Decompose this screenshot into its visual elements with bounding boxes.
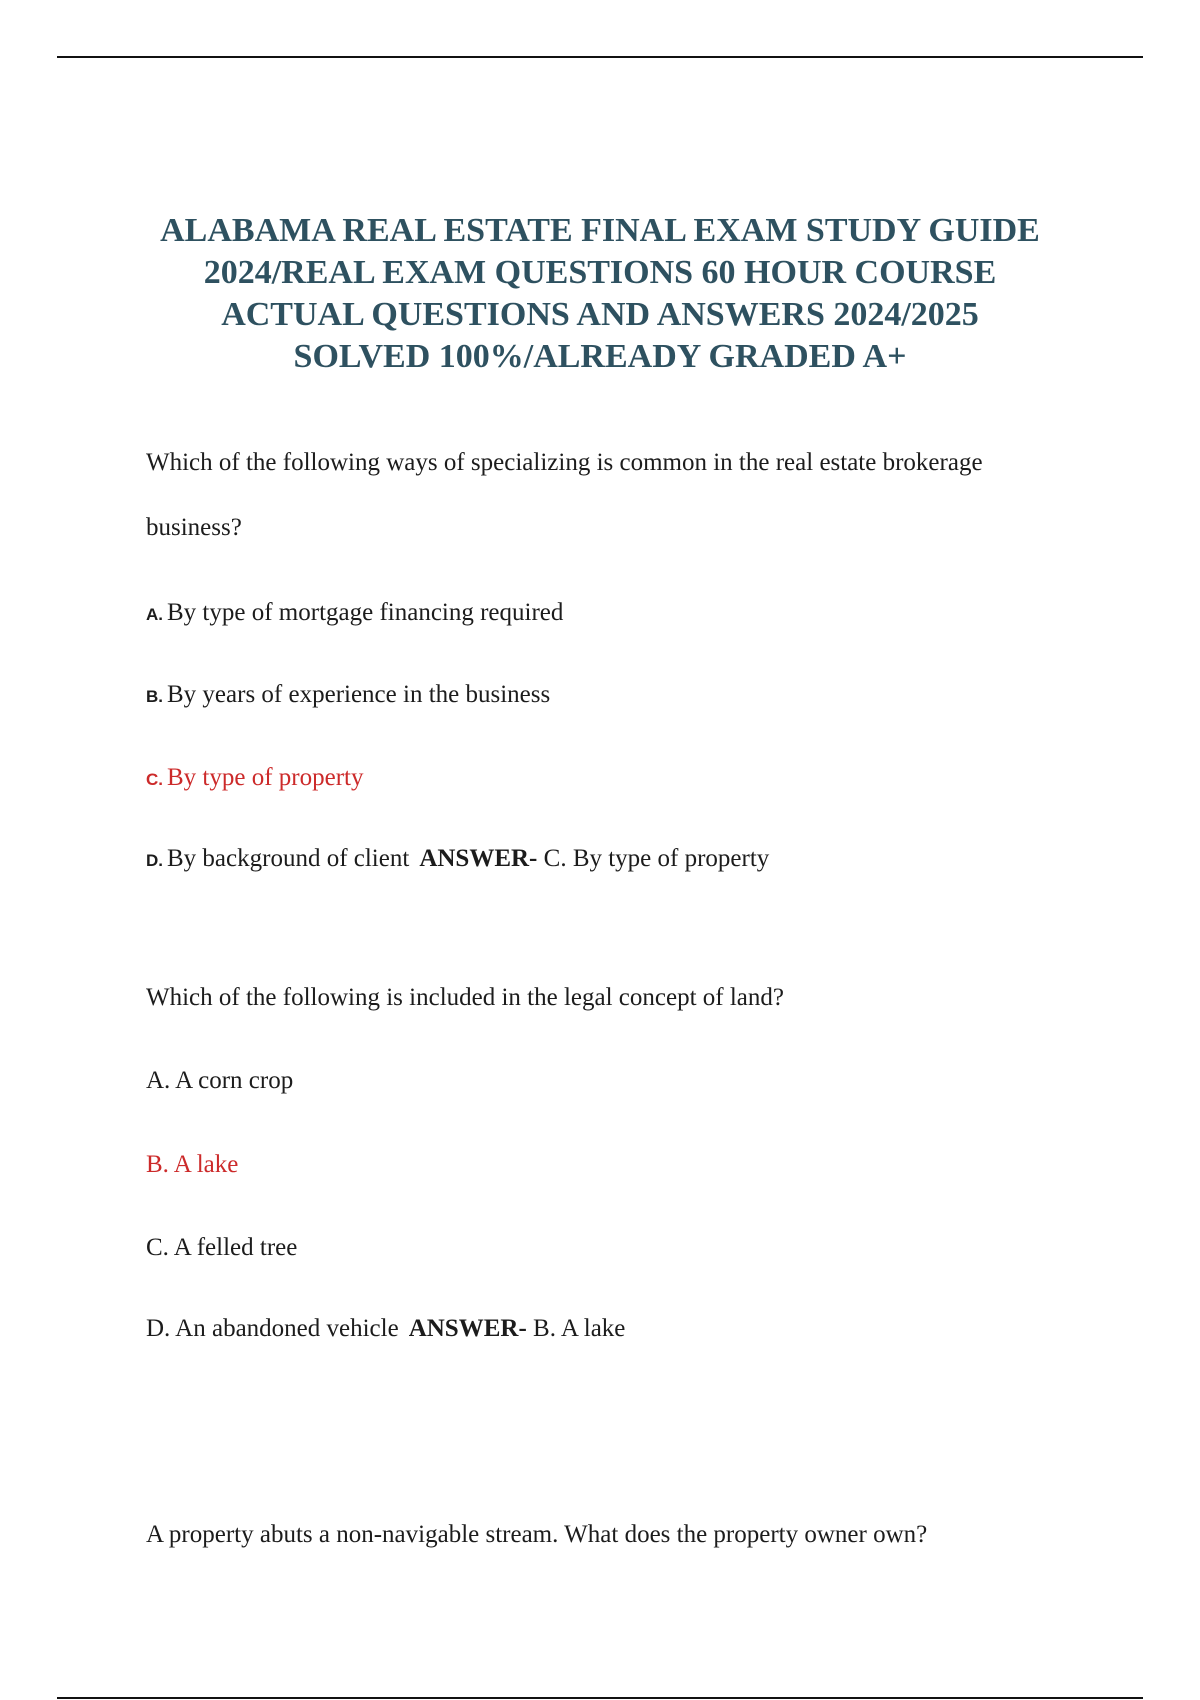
- option-text: D. An abandoned vehicle: [146, 1315, 399, 1342]
- question-1-option-c-correct: [146, 763, 363, 795]
- option-letter: A.: [146, 605, 163, 624]
- question-1-option-a: [146, 598, 563, 630]
- title-line: SOLVED 100%/ALREADY GRADED A+: [293, 338, 907, 375]
- option-text: By background of client: [167, 845, 410, 872]
- top-rule: [57, 56, 1143, 58]
- title-line: ACTUAL QUESTIONS AND ANSWERS 2024/2025: [221, 296, 979, 333]
- answer-label: ANSWER-: [408, 1315, 527, 1342]
- title-line: ALABAMA REAL ESTATE FINAL EXAM STUDY GUIDE: [160, 212, 1040, 249]
- question-1-stem-line-1: Which of the following ways of specializing is common in the real estate brokerage: [146, 449, 983, 476]
- option-letter: C.: [146, 770, 163, 789]
- question-2-option-a: A. A corn crop: [146, 1067, 294, 1094]
- option-letter: B.: [146, 687, 163, 706]
- option-text: By type of mortgage financing required: [167, 599, 564, 626]
- question-2-option-b-correct: B. A lake: [146, 1151, 239, 1178]
- option-letter: D.: [146, 851, 163, 870]
- question-1-stem-line-2: business?: [146, 514, 242, 541]
- question-1-option-d: [146, 844, 769, 876]
- question-2-option-c: C. A felled tree: [146, 1234, 298, 1261]
- option-text: By years of experience in the business: [167, 681, 551, 708]
- answer-label: ANSWER-: [419, 845, 538, 872]
- option-text: By type of property: [167, 764, 364, 791]
- title-line: 2024/REAL EXAM QUESTIONS 60 HOUR COURSE: [203, 254, 997, 291]
- bottom-rule: [57, 1697, 1143, 1699]
- question-1-option-b: [146, 680, 550, 712]
- question-2-stem: Which of the following is included in the legal concept of land?: [146, 984, 785, 1011]
- answer-text: C. By type of property: [537, 845, 770, 872]
- answer-text: B. A lake: [526, 1315, 626, 1342]
- question-2-option-d: [146, 1314, 625, 1344]
- document-title: [100, 210, 1100, 378]
- question-3-stem: A property abuts a non-navigable stream. What does the property owner own?: [146, 1521, 928, 1548]
